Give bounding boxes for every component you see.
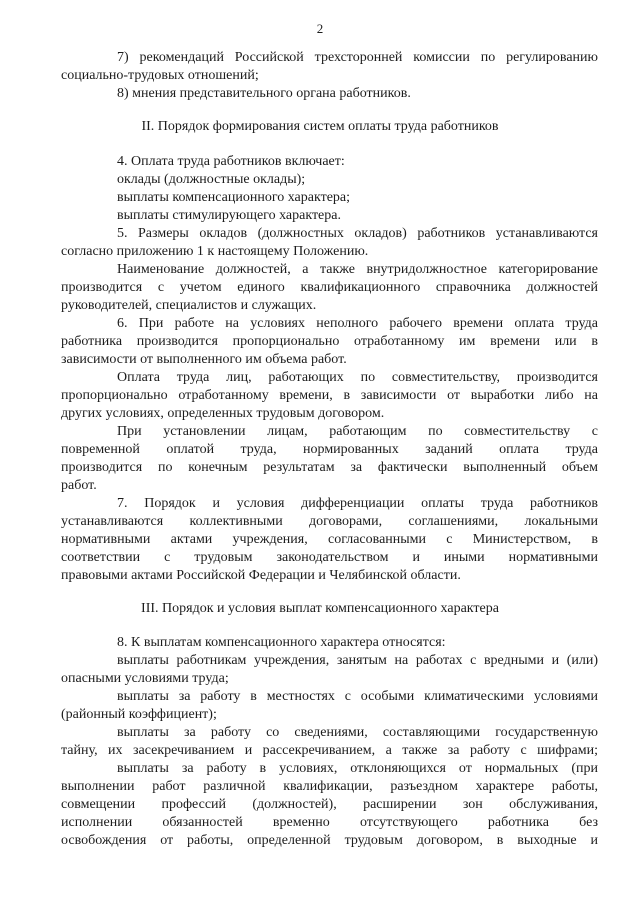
text-line: исполнении обязанностей временно отсутствующего работника без xyxy=(61,815,598,830)
text-line: социально-трудовых отношений; xyxy=(61,68,259,83)
text-line: выплаты за работу со сведениями, составляющими государственную xyxy=(117,725,598,740)
text-line: 4. Оплата труда работников включает: xyxy=(117,154,345,169)
text-line: выплаты работникам учреждения, занятым на работах с вредными и (или) xyxy=(117,653,598,668)
text-line: совмещении профессий (должностей), расширении зон обслуживания, xyxy=(61,797,598,812)
text-line: работника производится пропорционально отработанному им времени или в xyxy=(61,334,598,349)
text-line: нормативными актами учреждения, согласованными с Министерством, в xyxy=(61,532,598,547)
text-line: производится с учетом единого квалификационного справочника должностей xyxy=(61,280,598,295)
text-line: оклады (должностные оклады); xyxy=(117,172,306,187)
text-line: выплаты за работу в местностях с особыми климатическими условиями xyxy=(117,689,598,704)
text-line: повременной оплатой труда, нормированных заданий оплата труда xyxy=(61,442,598,457)
text-line: выполнении работ различной квалификации, разъездном характере работы, xyxy=(61,779,598,794)
text-line: Оплата труда лиц, работающих по совместительству, производится xyxy=(117,370,598,385)
text-line: правовыми актами Российской Федерации и Челябинской области. xyxy=(61,568,461,583)
text-line: 5. Размеры окладов (должностных окладов) работников устанавливаются xyxy=(117,226,598,241)
text-line: (районный коэффициент); xyxy=(61,707,217,722)
text-line: пропорционально отработанному времени, в зависимости от выработки либо на xyxy=(61,388,598,403)
text-line: производится по конечным результатам за фактически выполненный объем xyxy=(61,460,598,475)
text-line: устанавливаются коллективными договорами, соглашениями, локальными xyxy=(61,514,598,529)
text-line: работ. xyxy=(61,478,97,493)
text-line: опасными условиями труда; xyxy=(61,671,229,686)
text-line: согласно приложению 1 к настоящему Положению. xyxy=(61,244,369,259)
text-line: 6. При работе на условиях неполного рабочего времени оплата труда xyxy=(117,316,598,331)
text-line: выплаты за работу в условиях, отклоняющихся от нормальных (при xyxy=(117,761,598,776)
text-line: руководителей, специалистов и служащих. xyxy=(61,298,317,313)
text-line: Наименование должностей, а также внутридолжностное категорирование xyxy=(117,262,598,277)
text-line: зависимости от выполненного им объема работ. xyxy=(61,352,347,367)
text-line: освобождения от работы, определенной трудовым договором, в выходные и xyxy=(61,833,598,848)
section-heading: III. Порядок и условия выплат компенсационного характера xyxy=(141,601,499,616)
text-line: выплаты стимулирующего характера. xyxy=(117,208,341,223)
text-line: 7. Порядок и условия дифференциации оплаты труда работников xyxy=(117,496,598,511)
section-heading: II. Порядок формирования систем оплаты труда работников xyxy=(141,119,499,134)
text-line: тайну, их засекречиванием и рассекречиванием, а также за работу с шифрами; xyxy=(61,743,598,758)
text-line: выплаты компенсационного характера; xyxy=(117,190,351,205)
text-line: 7) рекомендаций Российской трехсторонней комиссии по регулированию xyxy=(117,50,598,65)
text-line: 8. К выплатам компенсационного характера относятся: xyxy=(117,635,446,650)
text-line: других условиях, определенных трудовым договором. xyxy=(61,406,385,421)
page-number: 2 xyxy=(316,21,324,36)
text-line: соответствии с трудовым законодательством и иными нормативными xyxy=(61,550,598,565)
text-line: При установлении лицам, работающим по совместительству с xyxy=(117,424,598,439)
text-line: 8) мнения представительного органа работников. xyxy=(117,86,411,101)
